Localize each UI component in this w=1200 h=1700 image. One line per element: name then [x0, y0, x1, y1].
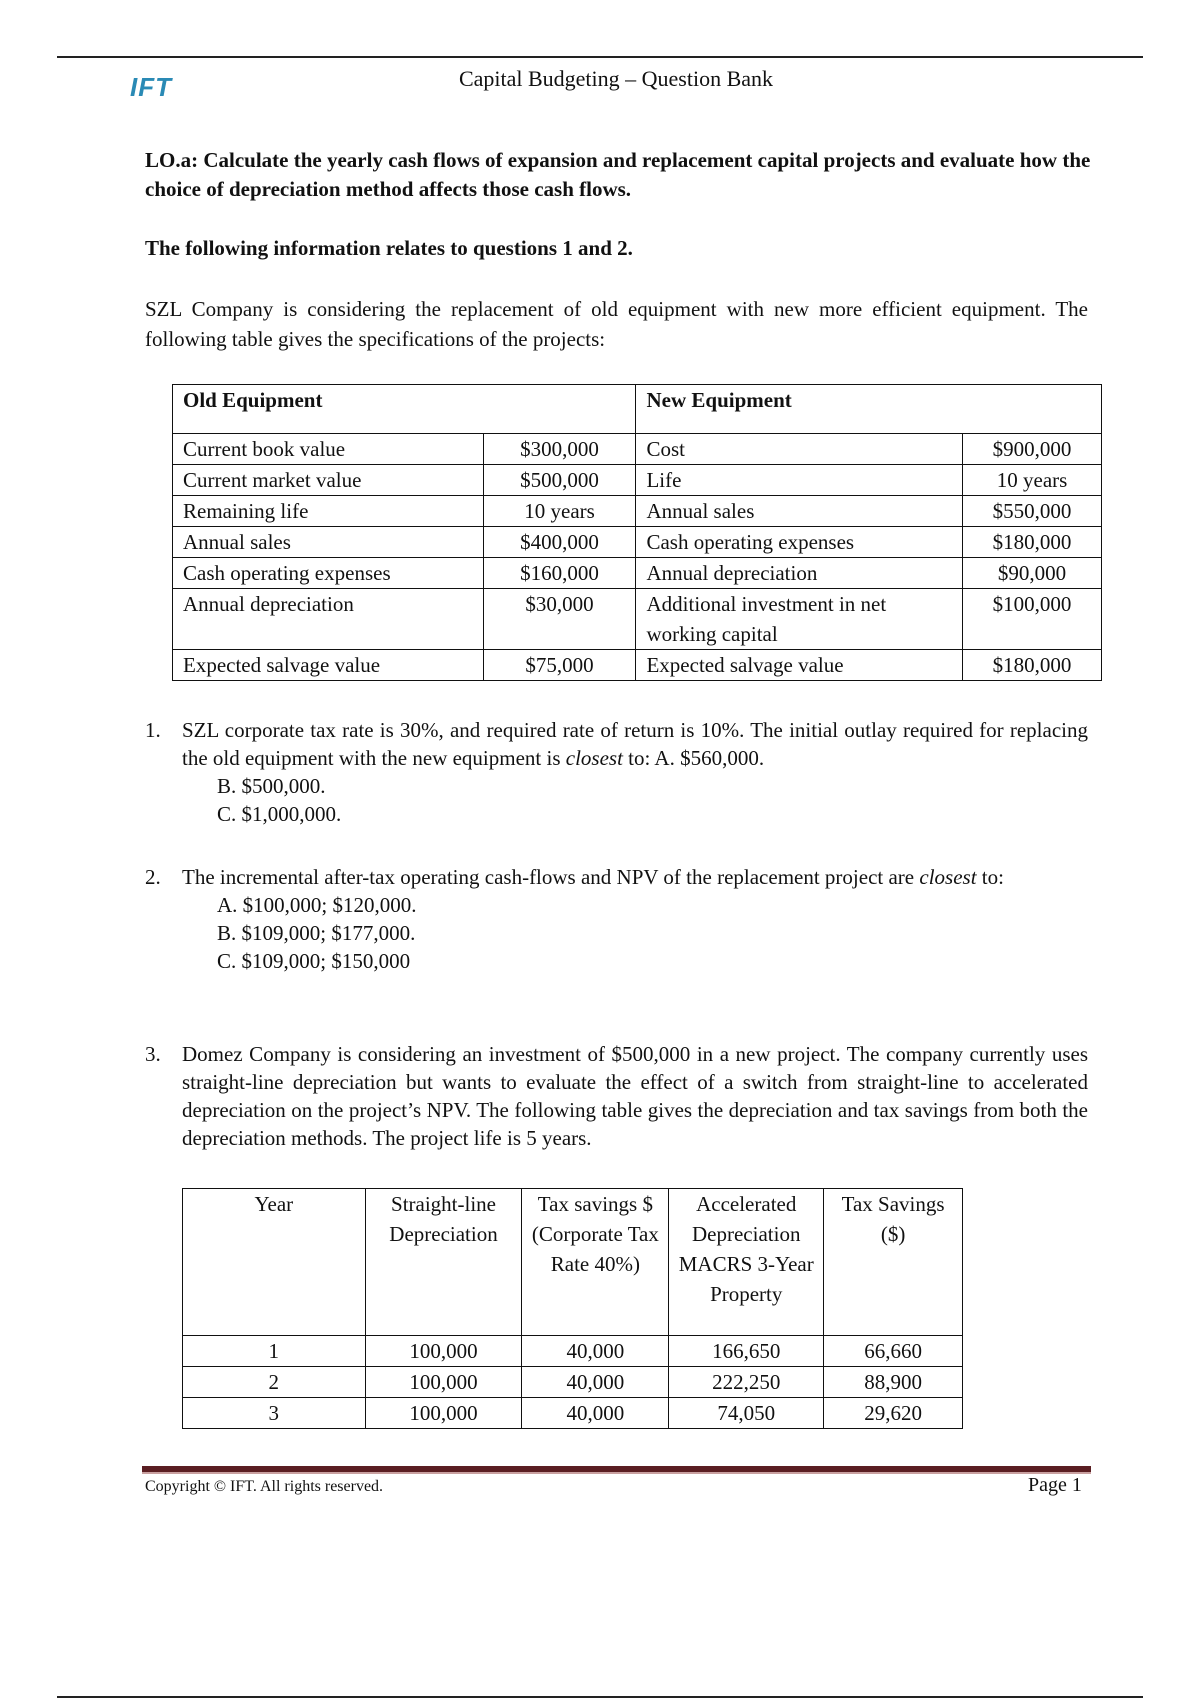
question-2-option-b: B. $109,000; $177,000. [217, 921, 416, 945]
question-2-text: The incremental after-tax operating cash-flows and NPV of the replacement project are closest to: [182, 865, 1004, 889]
table-row [183, 1398, 963, 1429]
row-label: Cash operating expenses [636, 527, 963, 558]
info-heading: The following information relates to questions 1 and 2. [145, 236, 633, 260]
row-value: 10 years [963, 465, 1102, 496]
table-cell: 66,660 [824, 1336, 963, 1367]
table-cell: 29,620 [824, 1398, 963, 1429]
new-equipment-header: New Equipment [636, 385, 1102, 434]
question-3-text: Domez Company is considering an investment of $500,000 in a new project. The company currently uses straight-line depreciation but wants to evaluate the effect of a switch from straight-line to accelerated depreciation on the project’s NPV. The following table gives the depreciation and tax savings from both the depreciation methods. The project life is 5 years. [182, 1042, 1088, 1150]
question-1: 1. SZL corporate tax rate is 30%, and required rate of return is 10%. The initial outlay required for replacing the old equipment with the new equipment is closest to: A. $560,000. B. $500,000. C. $1,000,000. [145, 718, 1088, 826]
table-cell: 222,250 [669, 1367, 824, 1398]
row-value: $100,000 [963, 589, 1102, 650]
col-header-accelerated-tax-savings: Tax Savings ($) [824, 1189, 963, 1336]
header-rule [57, 56, 1143, 58]
row-label: Current book value [173, 434, 484, 465]
table-cell: 3 [183, 1398, 366, 1429]
row-label: Annual sales [173, 527, 484, 558]
row-label: Annual depreciation [173, 589, 484, 650]
row-label: Expected salvage value [636, 650, 963, 681]
row-value: $30,000 [483, 589, 636, 650]
row-label: Additional investment in net working capital [636, 589, 963, 650]
row-label: Annual depreciation [636, 558, 963, 589]
table-cell: 88,900 [824, 1367, 963, 1398]
row-value: $900,000 [963, 434, 1102, 465]
table-row [173, 465, 1102, 496]
question-2-option-a: A. $100,000; $120,000. [217, 893, 417, 917]
question-2-option-c: C. $109,000; $150,000 [217, 949, 411, 973]
table-cell: 100,000 [365, 1367, 522, 1398]
depreciation-table [182, 1188, 963, 1429]
row-value: $90,000 [963, 558, 1102, 589]
col-header-year: Year [183, 1189, 366, 1336]
row-label: Annual sales [636, 496, 963, 527]
row-value: $180,000 [963, 527, 1102, 558]
question-1-option-b: B. $500,000. [217, 774, 326, 798]
footer-rule [142, 1466, 1091, 1474]
table-cell: 2 [183, 1367, 366, 1398]
table-cell: 74,050 [669, 1398, 824, 1429]
table-cell: 40,000 [522, 1398, 669, 1429]
table-cell: 100,000 [365, 1336, 522, 1367]
learning-objective: LO.a: Calculate the yearly cash flows of expansion and replacement capital projects and evaluate how the choice of depreciation method affects those cash flows. [145, 148, 1091, 201]
table-cell: 100,000 [365, 1398, 522, 1429]
table-row [173, 527, 1102, 558]
row-value: $500,000 [483, 465, 636, 496]
row-label: Cost [636, 434, 963, 465]
table-cell: 166,650 [669, 1336, 824, 1367]
table-row [173, 558, 1102, 589]
old-equipment-header: Old Equipment [173, 385, 636, 434]
row-label: Life [636, 465, 963, 496]
question-2: 2. The incremental after-tax operating cash-flows and NPV of the replacement project are closest to: A. $100,000; $120,000. B. $109,000; $177,000. C. $109,000; $150,000 [145, 863, 1088, 975]
question-3: 3. Domez Company is considering an investment of $500,000 in a new project. The company currently uses straight-line depreciation but wants to evaluate the effect of a switch from straight-line to accelerated depreciation on the project’s NPV. The following table gives the depreciation and tax savings from both the depreciation methods. The project life is 5 years. [145, 1042, 1088, 1150]
row-label: Cash operating expenses [173, 558, 484, 589]
row-value: $75,000 [483, 650, 636, 681]
question-1-text: SZL corporate tax rate is 30%, and required rate of return is 10%. The initial outlay required for replacing the old equipment with the new equipment is closest to: A. $560,000. [182, 718, 1088, 770]
row-value: 10 years [483, 496, 636, 527]
col-header-accelerated-depreciation: Accelerated Depreciation MACRS 3-Year Property [669, 1189, 824, 1336]
table-cell: 40,000 [522, 1367, 669, 1398]
copyright: Copyright © IFT. All rights reserved. [145, 1478, 384, 1495]
row-label: Current market value [173, 465, 484, 496]
row-label: Remaining life [173, 496, 484, 527]
table-row [173, 650, 1102, 681]
page-bottom-rule [57, 1696, 1143, 1698]
table-row [183, 1336, 963, 1367]
question-1-option-c: C. $1,000,000. [217, 802, 342, 826]
row-value: $300,000 [483, 434, 636, 465]
table-row [173, 434, 1102, 465]
table-row [183, 1367, 963, 1398]
col-header-sl-depreciation: Straight-line Depreciation [365, 1189, 522, 1336]
table-cell: 40,000 [522, 1336, 669, 1367]
table-row [173, 496, 1102, 527]
intro-paragraph: SZL Company is considering the replacement of old equipment with new more efficient equipment. The following table gives the specifications of the projects: [145, 297, 1088, 351]
col-header-sl-tax-savings: Tax savings $ (Corporate Tax Rate 40%) [522, 1189, 669, 1336]
row-value: $400,000 [483, 527, 636, 558]
page-number: Page 1 [1028, 1474, 1082, 1496]
row-value: $550,000 [963, 496, 1102, 527]
header-title: Capital Budgeting – Question Bank [458, 66, 774, 91]
row-value: $160,000 [483, 558, 636, 589]
row-value: $180,000 [963, 650, 1102, 681]
table-row [173, 589, 1102, 650]
table-cell: 1 [183, 1336, 366, 1367]
ift-logo: IFT [130, 72, 172, 102]
row-label: Expected salvage value [173, 650, 484, 681]
equipment-table [172, 384, 1102, 681]
